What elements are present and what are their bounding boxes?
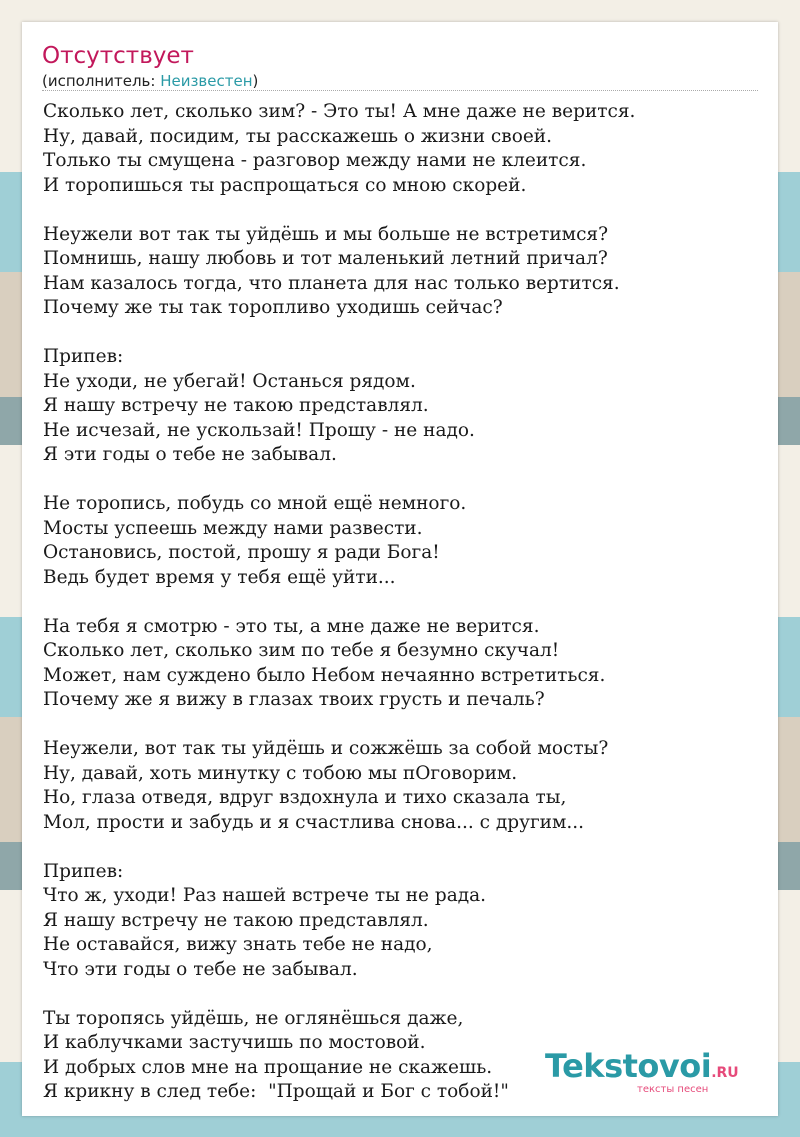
lyric-line: Что эти годы о тебе не забывал. (43, 958, 358, 980)
lyric-line: И добрых слов мне на прощание не скажешь. (43, 1056, 493, 1078)
lyric-line: Нам казалось тогда, что планета для нас только вертится. (43, 272, 620, 294)
lyric-line: Я эти годы о тебе не забывал. (43, 444, 337, 465)
lyric-line: Мосты успеешь между нами развести. (43, 517, 423, 539)
lyric-line: Может, нам суждено было Небом нечаянно встретиться. (43, 664, 606, 686)
stanza (43, 223, 635, 321)
lyric-line: Не уходи, не убегай! Останься рядом. (43, 370, 416, 392)
lyric-line: Мол, прости и забудь и я счастлива снова... с другим... (43, 811, 585, 833)
lyric-line: Почему же ты так торопливо уходишь сейчас? (43, 297, 503, 318)
artist-link[interactable]: Неизвестен (160, 72, 253, 90)
stanza (43, 737, 635, 835)
lyric-line: Только ты смущена - разговор между нами не клеится. (43, 150, 587, 171)
lyric-line: Но, глаза отведя, вдруг вздохнула и тихо сказала ты, (43, 787, 567, 808)
lyric-line: Припев: (43, 860, 124, 882)
lyric-line: Неужели вот так ты уйдёшь и мы больше не встретимся? (43, 223, 609, 245)
stanza (43, 345, 635, 468)
lyrics-sheet (22, 22, 778, 1116)
site-logo[interactable] (545, 1047, 739, 1095)
lyric-line: Ведь будет время у тебя ещё уйти... (43, 566, 396, 588)
stanza-gap (43, 982, 635, 1007)
lyric-line: И торопишься ты распрощаться со мною скорей. (43, 174, 527, 196)
lyric-line: Сколько лет, сколько зим? - Это ты! А мне даже не верится. (43, 101, 636, 122)
lyric-line: Ты торопясь уйдёшь, не оглянёшься даже, (43, 1007, 464, 1029)
lyric-line: Не торопись, побудь со мной ещё немного. (43, 493, 467, 514)
lyric-line: Не исчезай, не ускользай! Прошу - не надо. (43, 419, 475, 441)
artist-suffix: ) (252, 72, 259, 90)
artist-prefix: (исполнитель: (42, 72, 161, 90)
lyric-line: И каблучками застучишь по мостовой. (43, 1032, 426, 1053)
lyric-line: Припев: (43, 346, 124, 367)
lyric-line: Неужели, вот так ты уйдёшь и сожжёшь за собой мосты? (43, 738, 609, 759)
lyrics-body (43, 100, 635, 1105)
logo-tld: .RU (711, 1065, 739, 1081)
stanza (43, 100, 635, 198)
stanza-gap (43, 198, 635, 223)
stanza-gap (43, 321, 635, 346)
lyric-line: Остановись, постой, прошу я ради Бога! (43, 542, 440, 563)
lyric-line: Я нашу встречу не такою представлял. (43, 909, 429, 931)
stanza (43, 492, 635, 590)
dotted-divider (42, 90, 758, 91)
artist-line (42, 71, 258, 91)
lyric-line: Я нашу встречу не такою представлял. (43, 395, 429, 416)
stanza-gap (43, 468, 635, 493)
lyric-line: Что ж, уходи! Раз нашей встрече ты не рада. (43, 885, 487, 906)
lyric-line: Не оставайся, вижу знать тебе не надо, (43, 934, 433, 955)
lyric-line: Сколько лет, сколько зим по тебе я безумно скучал! (43, 640, 560, 661)
lyric-line: Я крикну в след тебе: "Прощай и Бог с тобой!" (43, 1081, 509, 1102)
lyric-line: На тебя я смотрю - это ты, а мне даже не верится. (43, 615, 540, 637)
lyric-line: Помнишь, нашу любовь и тот маленький летний причал? (43, 248, 608, 269)
lyric-line: Ну, давай, хоть минутку с тобою мы пОговорим. (43, 762, 518, 784)
stanza-gap (43, 590, 635, 615)
song-title: Отсутствует (42, 43, 194, 69)
lyric-line: Почему же я вижу в глазах твоих грусть и печаль? (43, 689, 545, 710)
stanza (43, 615, 635, 713)
logo-tagline: тексты песен (637, 1084, 709, 1095)
stanza (43, 860, 635, 983)
stanza-gap (43, 713, 635, 738)
stanza-gap (43, 835, 635, 860)
lyric-line: Ну, давай, посидим, ты расскажешь о жизни своей. (43, 125, 552, 147)
logo-wordmark: Tekstovoi (545, 1047, 712, 1085)
